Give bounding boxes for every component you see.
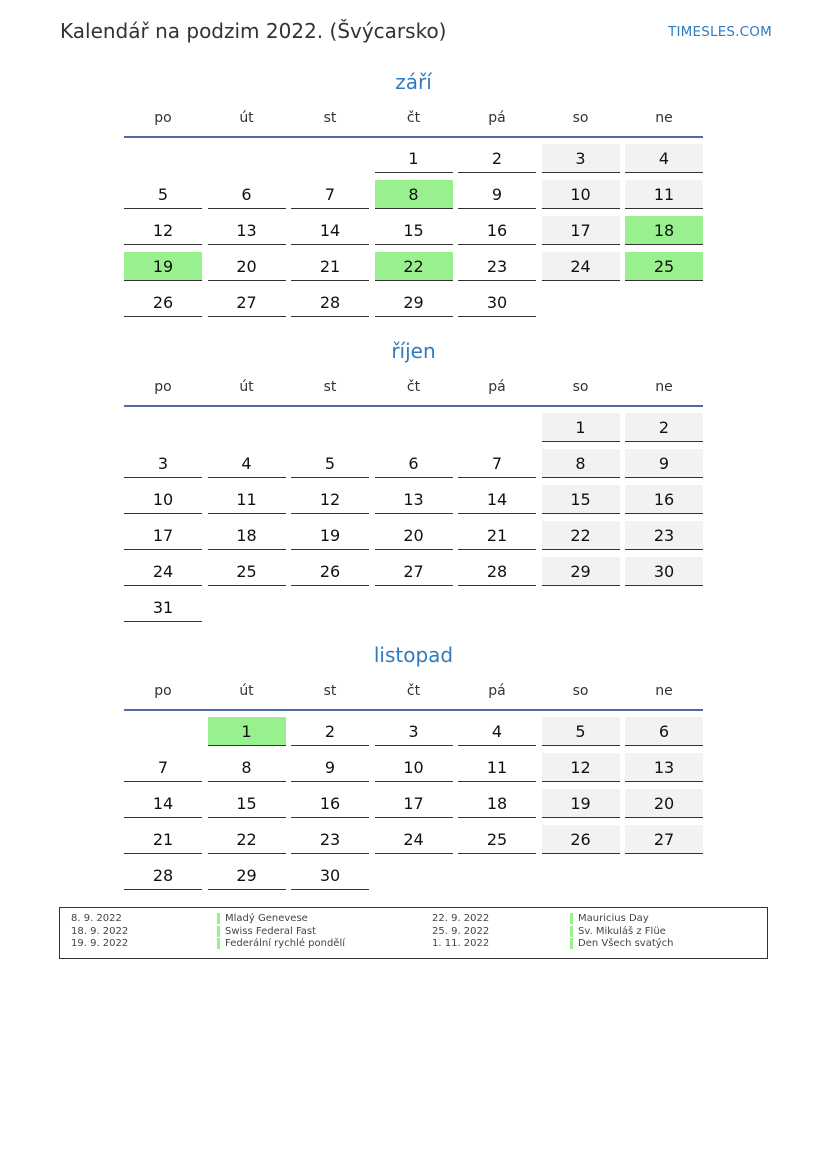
weekday-label: st bbox=[323, 379, 337, 395]
day-cell: 22 bbox=[542, 521, 620, 550]
day-cell: 2 bbox=[458, 144, 536, 173]
day-cell: 21 bbox=[291, 252, 369, 281]
day-cell: 15 bbox=[542, 485, 620, 514]
month-title: listopad bbox=[373, 643, 454, 667]
site-link[interactable]: TIMESLES.COM bbox=[668, 24, 772, 40]
day-cell: 12 bbox=[291, 485, 369, 514]
day-cell: 4 bbox=[208, 449, 286, 478]
holiday-day-cell: 19 bbox=[124, 252, 202, 281]
legend-date: 22. 9. 2022 bbox=[432, 913, 490, 924]
legend-holiday-name: Mauricius Day bbox=[570, 913, 649, 924]
day-cell: 13 bbox=[625, 753, 703, 782]
day-cell: 25 bbox=[208, 557, 286, 586]
day-cell: 22 bbox=[208, 825, 286, 854]
day-cell: 10 bbox=[542, 180, 620, 209]
holiday-day-cell: 25 bbox=[625, 252, 703, 281]
holiday-day-cell: 18 bbox=[625, 216, 703, 245]
legend-date: 19. 9. 2022 bbox=[71, 938, 129, 949]
day-cell: 7 bbox=[124, 753, 202, 782]
day-cell: 9 bbox=[291, 753, 369, 782]
weekday-label: po bbox=[154, 110, 172, 126]
day-cell: 17 bbox=[124, 521, 202, 550]
day-cell: 6 bbox=[208, 180, 286, 209]
day-cell: 15 bbox=[375, 216, 453, 245]
header-divider bbox=[124, 709, 703, 711]
header-divider bbox=[124, 405, 703, 407]
header-divider bbox=[124, 136, 703, 138]
day-cell: 4 bbox=[625, 144, 703, 173]
day-cell: 3 bbox=[375, 717, 453, 746]
day-cell: 17 bbox=[542, 216, 620, 245]
day-cell: 29 bbox=[208, 861, 286, 890]
day-cell: 12 bbox=[124, 216, 202, 245]
weekday-label: so bbox=[572, 379, 589, 395]
day-cell: 16 bbox=[625, 485, 703, 514]
day-cell: 31 bbox=[124, 593, 202, 622]
day-cell: 19 bbox=[291, 521, 369, 550]
day-cell: 25 bbox=[458, 825, 536, 854]
day-cell: 14 bbox=[291, 216, 369, 245]
day-cell: 6 bbox=[375, 449, 453, 478]
day-cell: 11 bbox=[625, 180, 703, 209]
day-cell: 20 bbox=[625, 789, 703, 818]
day-cell: 27 bbox=[375, 557, 453, 586]
weekday-label: st bbox=[323, 110, 337, 126]
weekday-label: čt bbox=[406, 379, 421, 395]
weekday-label: čt bbox=[406, 683, 421, 699]
day-cell: 6 bbox=[625, 717, 703, 746]
day-cell: 17 bbox=[375, 789, 453, 818]
weekday-label: út bbox=[239, 683, 254, 699]
day-cell: 16 bbox=[458, 216, 536, 245]
weekday-label: po bbox=[154, 379, 172, 395]
day-cell: 30 bbox=[458, 288, 536, 317]
day-cell: 26 bbox=[542, 825, 620, 854]
day-cell: 9 bbox=[458, 180, 536, 209]
day-cell: 7 bbox=[291, 180, 369, 209]
day-cell: 20 bbox=[375, 521, 453, 550]
day-cell: 23 bbox=[625, 521, 703, 550]
weekday-label: út bbox=[239, 110, 254, 126]
weekday-label: po bbox=[154, 683, 172, 699]
day-cell: 23 bbox=[291, 825, 369, 854]
day-cell: 27 bbox=[625, 825, 703, 854]
day-cell: 21 bbox=[458, 521, 536, 550]
legend-holiday-name: Mladý Genevese bbox=[217, 913, 308, 924]
weekday-label: ne bbox=[655, 110, 673, 126]
holiday-legend bbox=[59, 907, 768, 959]
month-title: září bbox=[395, 70, 432, 94]
day-cell: 28 bbox=[291, 288, 369, 317]
day-cell: 5 bbox=[291, 449, 369, 478]
day-cell: 2 bbox=[291, 717, 369, 746]
legend-holiday-name: Sv. Mikuláš z Flüe bbox=[570, 926, 666, 937]
month-title: říjen bbox=[391, 339, 436, 363]
day-cell: 11 bbox=[458, 753, 536, 782]
legend-holiday-name: Den Všech svatých bbox=[570, 938, 674, 949]
day-cell: 27 bbox=[208, 288, 286, 317]
day-cell: 26 bbox=[124, 288, 202, 317]
day-cell: 28 bbox=[124, 861, 202, 890]
day-cell: 5 bbox=[542, 717, 620, 746]
day-cell: 1 bbox=[375, 144, 453, 173]
day-cell: 29 bbox=[375, 288, 453, 317]
day-cell: 8 bbox=[542, 449, 620, 478]
day-cell: 13 bbox=[375, 485, 453, 514]
day-cell: 14 bbox=[458, 485, 536, 514]
day-cell: 20 bbox=[208, 252, 286, 281]
day-cell: 9 bbox=[625, 449, 703, 478]
day-cell: 1 bbox=[542, 413, 620, 442]
day-cell: 30 bbox=[291, 861, 369, 890]
holiday-day-cell: 22 bbox=[375, 252, 453, 281]
day-cell: 18 bbox=[458, 789, 536, 818]
day-cell: 24 bbox=[375, 825, 453, 854]
day-cell: 3 bbox=[542, 144, 620, 173]
weekday-label: ne bbox=[655, 379, 673, 395]
day-cell: 7 bbox=[458, 449, 536, 478]
day-cell: 26 bbox=[291, 557, 369, 586]
legend-date: 1. 11. 2022 bbox=[432, 938, 490, 949]
day-cell: 18 bbox=[208, 521, 286, 550]
weekday-label: so bbox=[572, 683, 589, 699]
legend-holiday-name: Swiss Federal Fast bbox=[217, 926, 316, 937]
day-cell: 10 bbox=[375, 753, 453, 782]
legend-holiday-name: Federální rychlé pondělí bbox=[217, 938, 345, 949]
day-cell: 24 bbox=[542, 252, 620, 281]
legend-date: 25. 9. 2022 bbox=[432, 925, 490, 937]
day-cell: 19 bbox=[542, 789, 620, 818]
legend-date: 8. 9. 2022 bbox=[71, 913, 122, 924]
day-cell: 14 bbox=[124, 789, 202, 818]
holiday-day-cell: 8 bbox=[375, 180, 453, 209]
day-cell: 23 bbox=[458, 252, 536, 281]
legend-date: 18. 9. 2022 bbox=[71, 925, 129, 937]
day-cell: 21 bbox=[124, 825, 202, 854]
weekday-label: pá bbox=[488, 683, 506, 699]
day-cell: 16 bbox=[291, 789, 369, 818]
day-cell: 24 bbox=[124, 557, 202, 586]
day-cell: 10 bbox=[124, 485, 202, 514]
day-cell: 11 bbox=[208, 485, 286, 514]
day-cell: 4 bbox=[458, 717, 536, 746]
day-cell: 12 bbox=[542, 753, 620, 782]
day-cell: 13 bbox=[208, 216, 286, 245]
day-cell: 28 bbox=[458, 557, 536, 586]
day-cell: 15 bbox=[208, 789, 286, 818]
weekday-label: ne bbox=[655, 683, 673, 699]
holiday-day-cell: 1 bbox=[208, 717, 286, 746]
day-cell: 8 bbox=[208, 753, 286, 782]
day-cell: 30 bbox=[625, 557, 703, 586]
day-cell: 29 bbox=[542, 557, 620, 586]
weekday-label: st bbox=[323, 683, 337, 699]
weekday-label: pá bbox=[488, 379, 506, 395]
day-cell: 3 bbox=[124, 449, 202, 478]
weekday-label: út bbox=[239, 379, 254, 395]
page-title: Kalendář na podzim 2022. (Švýcarsko) bbox=[60, 19, 447, 43]
weekday-label: pá bbox=[488, 110, 506, 126]
weekday-label: so bbox=[572, 110, 589, 126]
day-cell: 2 bbox=[625, 413, 703, 442]
day-cell: 5 bbox=[124, 180, 202, 209]
weekday-label: čt bbox=[406, 110, 421, 126]
